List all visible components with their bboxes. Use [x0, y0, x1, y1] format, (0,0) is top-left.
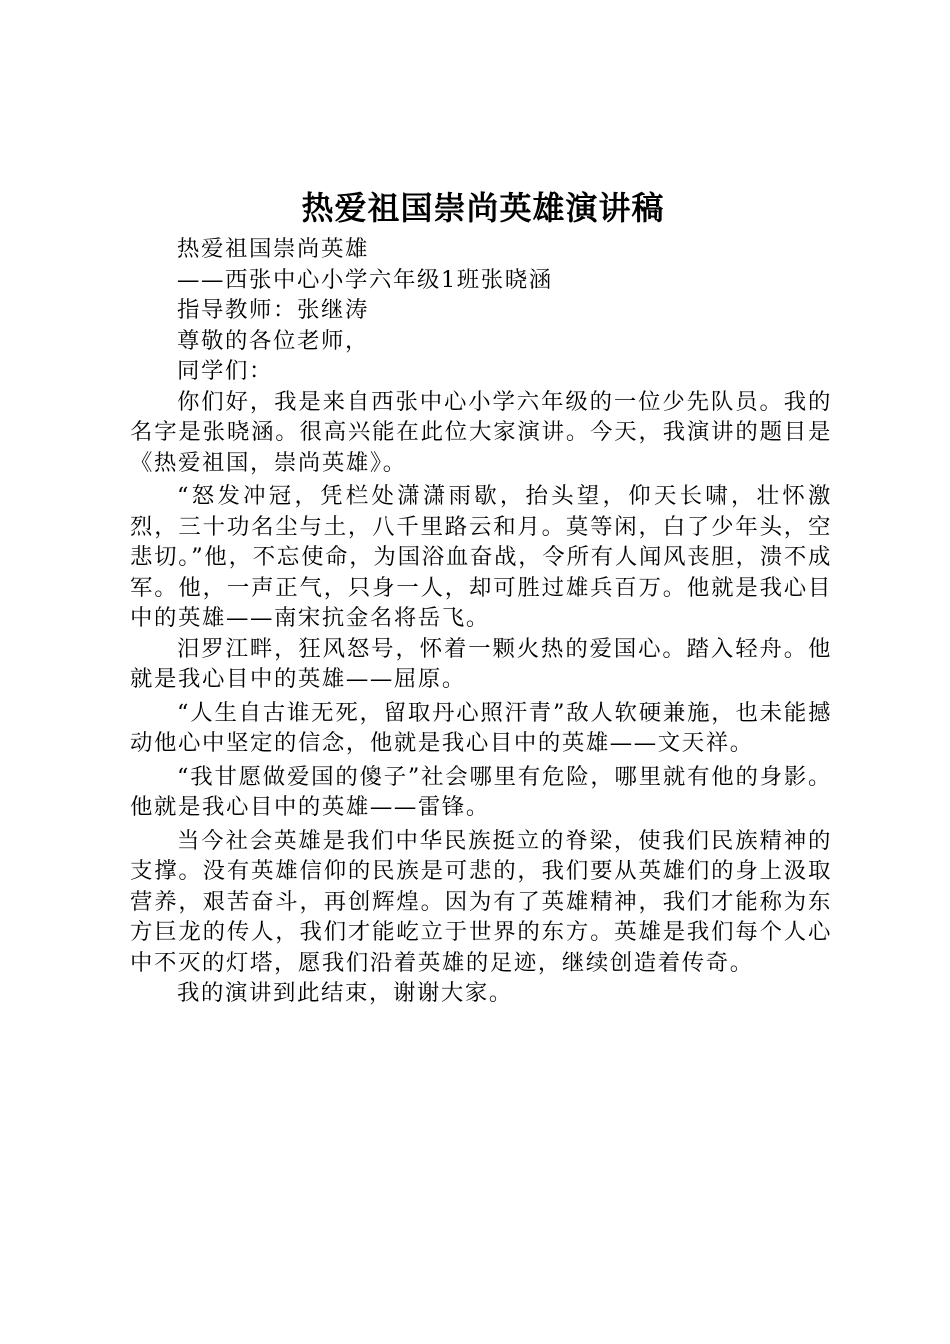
- paragraph-intro: 你们好，我是来自西张中心小学六年级的一位少先队员。我的名字是张晓涵。很高兴能在此位大家演讲。今天，我演讲的题目是《热爱祖国，崇尚英雄》。: [130, 388, 832, 476]
- paragraph-leifeng: “我甘愿做爱国的傻子”社会哪里有危险，哪里就有他的身影。他就是我心目中的英雄——雷锋。: [130, 763, 832, 820]
- paragraph-closing: 我的演讲到此结束，谢谢大家。: [177, 980, 513, 1006]
- paragraph-wentianxiang: “人生自古谁无死，留取丹心照汗青”敌人软硬兼施，也未能撼动他心中坚定的信念，他就是我心目中的英雄——文天祥。: [130, 699, 832, 756]
- document-title: 热爱祖国崇尚英雄演讲稿: [301, 189, 665, 227]
- salutation-teachers: 尊敬的各位老师，: [177, 327, 369, 354]
- salutation-students: 同学们：: [177, 358, 273, 384]
- paragraph-yuefei: “怒发冲冠，凭栏处潇潇雨歇，抬头望，仰天长啸，壮怀激烈，三十功名尘与土，八千里路云和月。莫等闲，白了少年头，空悲切。”他，不忘使命，为国浴血奋战，令所有人闻风丧胆，溃不成军。他，一声正气，只身一人，却可胜过雄兵百万。他就是我心目中的英雄——南宋抗金名将岳飞。: [130, 483, 832, 631]
- document-body: [130, 234, 832, 1009]
- teacher-line: 指导教师：张继涛: [177, 297, 369, 323]
- author-line: ——西张中心小学六年级1班张晓涵: [177, 266, 553, 293]
- document-page: [130, 182, 832, 1009]
- paragraph-quyuan: 汨罗江畔，狂风怒号，怀着一颗火热的爱国心。踏入轻舟。他就是我心目中的英雄——屈原。: [130, 635, 832, 692]
- paragraph-heroes-today: 当今社会英雄是我们中华民族挺立的脊梁，使我们民族精神的支撑。没有英雄信仰的民族是可悲的，我们要从英雄们的身上汲取营养，艰苦奋斗，再创辉煌。因为有了英雄精神，我们才能称为东方巨龙的传人，我们才能屹立于世界的东方。英雄是我们每个人心中不灭的灯塔，愿我们沿着英雄的足迹，继续创造着传奇。: [130, 827, 832, 976]
- speech-heading: 热爱祖国崇尚英雄: [177, 236, 369, 262]
